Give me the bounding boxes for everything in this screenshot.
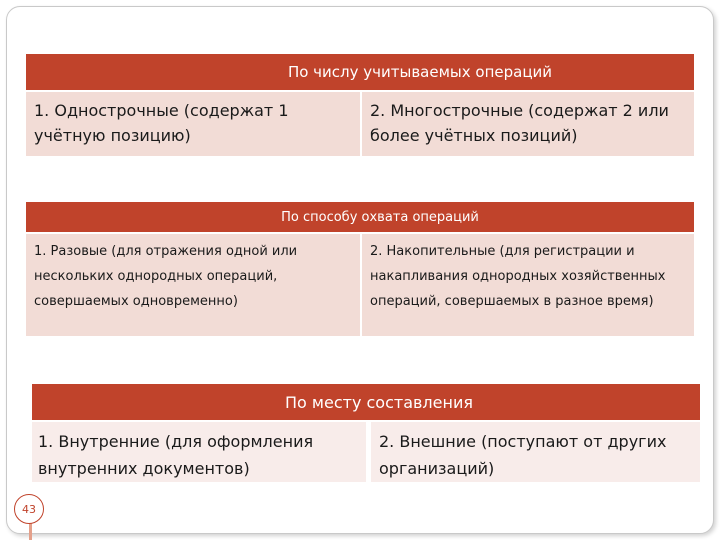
table-cell: 1. Внутренние (для оформления внутренних документов) xyxy=(32,420,366,482)
table-header-text: По месту составления xyxy=(285,392,473,412)
table-header-text: По способу охвата операций xyxy=(281,209,479,225)
table-header-text: По числу учитываемых операций xyxy=(287,63,553,81)
table-row xyxy=(26,232,694,336)
table-header xyxy=(26,54,694,90)
table-cell: 1. Однострочные (содержат 1 учётную позицию) xyxy=(26,90,360,156)
table-row xyxy=(32,420,700,482)
table-cell: 1. Разовые (для отражения одной или нескольких однородных операций, совершаемых одновременно) xyxy=(26,232,360,336)
classification-table-by-place xyxy=(32,384,700,482)
table-cell: 2. Многострочные (содержат 2 или более учётных позиций) xyxy=(360,90,694,156)
classification-table-by-coverage xyxy=(26,202,694,336)
table-header xyxy=(32,384,700,420)
table-cell: 2. Накопительные (для регистрации и накапливания однородных хозяйственных операций, совершаемых в разное время) xyxy=(360,232,694,336)
table-cell: 2. Внешние (поступают от других организаций) xyxy=(366,420,700,482)
classification-table-by-count xyxy=(26,54,694,156)
table-row xyxy=(26,90,694,156)
page-number: 43 xyxy=(14,494,44,524)
table-header xyxy=(26,202,694,232)
